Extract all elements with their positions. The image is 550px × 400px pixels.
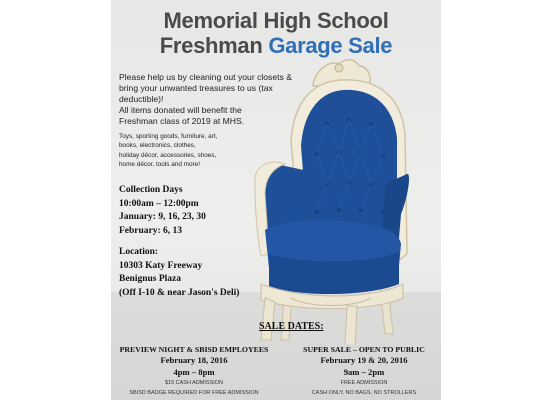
- super-time: 9am – 2pm: [343, 366, 385, 377]
- collection-days: [119, 184, 206, 238]
- title-school: Memorial High School: [163, 8, 389, 33]
- location-block: [119, 246, 239, 300]
- preview-badge: SBISD BADGE REQUIRED FOR FREE ADMISSION: [129, 390, 259, 396]
- intro-line: Freshman class of 2019 at MHS.: [119, 116, 245, 126]
- super-admission: FREE ADMISSION: [340, 380, 388, 386]
- location-plaza: Benignus Plaza: [119, 274, 182, 284]
- item-list: [119, 132, 239, 170]
- intro-text: [119, 72, 309, 127]
- title-event-accent: Garage Sale: [268, 33, 393, 58]
- preview-fee: $15 CASH ADMISSION: [164, 380, 224, 386]
- item-line: holiday décor, accessories, shoes,: [119, 151, 217, 159]
- collection-time: 10:00am – 12:00pm: [119, 198, 199, 209]
- super-date: February 19 & 20, 2016: [320, 355, 408, 365]
- super-rules: CASH ONLY, NO BAGS, NO STROLLERS: [311, 390, 417, 396]
- preview-time: 4pm – 8pm: [173, 366, 215, 377]
- collection-february: February: 6, 13: [119, 225, 183, 236]
- super-sale-block: [291, 344, 437, 398]
- item-line: books, electronics, clothes,: [119, 142, 196, 150]
- item-line: Toys, sporting goods, furniture, art,: [119, 133, 218, 140]
- intro-line: Please help us by cleaning out your closets &: [119, 72, 292, 82]
- sale-dates-heading: SALE DATES:: [259, 321, 324, 332]
- item-line: home décor, tools and more!: [119, 161, 200, 169]
- preview-night-block: [119, 344, 269, 398]
- super-title: SUPER SALE – OPEN TO PUBLIC: [303, 345, 425, 354]
- location-address: 10303 Katy Freeway: [119, 260, 203, 271]
- location-note: (Off I-10 & near Jason's Deli): [119, 287, 240, 298]
- intro-line: All items donated will benefit the: [119, 105, 242, 115]
- preview-date: February 18, 2016: [160, 355, 228, 365]
- flyer: [111, 0, 441, 400]
- preview-title: PREVIEW NIGHT & SBISD EMPLOYEES: [119, 345, 269, 354]
- location-heading: Location:: [119, 247, 159, 257]
- title-event-prefix: Freshman: [159, 33, 269, 58]
- intro-line: bring your unwanted treasures to us (tax deductible)!: [119, 83, 273, 104]
- collection-heading: Collection Days: [119, 185, 183, 195]
- collection-january: January: 9, 16, 23, 30: [119, 212, 206, 222]
